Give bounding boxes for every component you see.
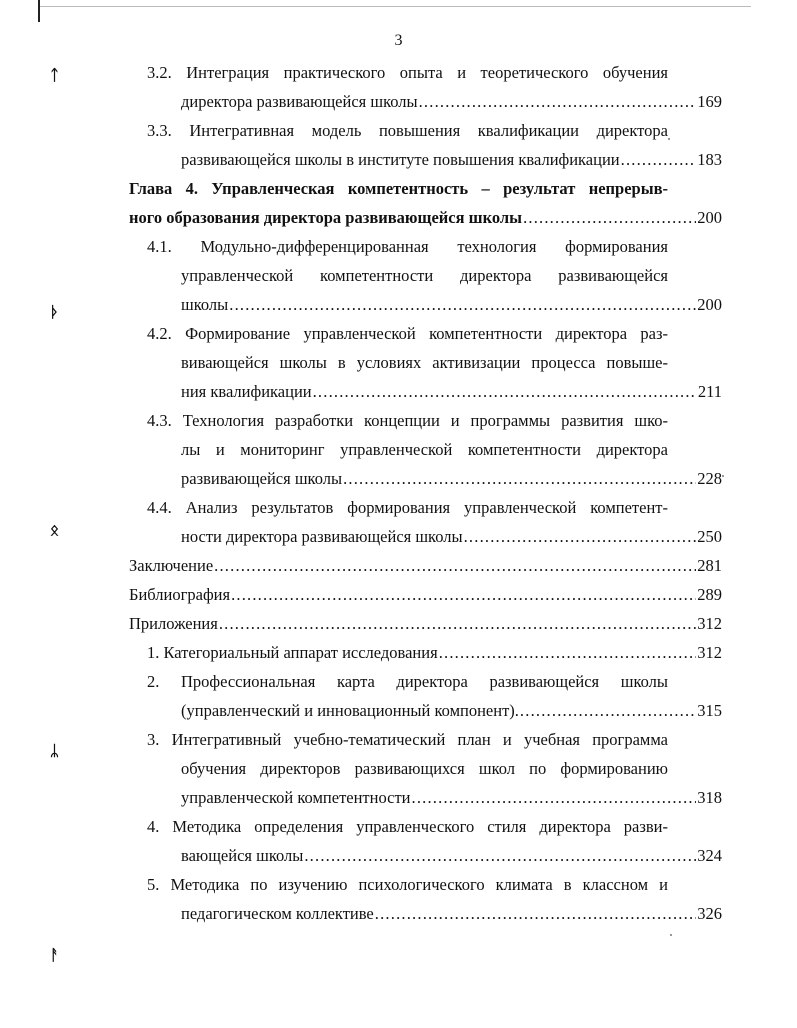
toc-entry-line: управленческой компетентности директора развивающейся xyxy=(181,266,668,285)
dot-leader xyxy=(621,145,697,174)
margin-mark-icon: ᚨ xyxy=(50,948,60,964)
toc-entry-concl xyxy=(129,551,722,580)
page-number: 3 xyxy=(394,32,403,49)
margin-mark-icon: ᛏ xyxy=(50,68,60,84)
scan-speck xyxy=(668,138,670,140)
toc-entry-ch4 xyxy=(129,203,722,232)
dot-leader xyxy=(523,203,696,232)
dot-leader xyxy=(419,87,697,116)
dot-leader xyxy=(412,783,697,812)
toc-entry-biblio xyxy=(129,580,722,609)
toc-page-number: 169 xyxy=(697,92,722,111)
toc-entry-line: 3.3. Интегративная модель повышения квалификации директора xyxy=(147,121,668,140)
margin-mark-icon: ᚦ xyxy=(50,305,60,321)
toc-page-number: 200 xyxy=(697,295,722,314)
toc-entry-title: директора развивающейся школы xyxy=(181,92,418,111)
toc-entry-a4 xyxy=(181,841,722,870)
toc-page-number: 324 xyxy=(697,846,722,865)
toc-entry-line: лы и мониторинг управленческой компетентности директора xyxy=(181,440,668,459)
toc-entry-title: Библиография xyxy=(129,585,231,604)
toc-entry-4-3 xyxy=(181,464,722,493)
toc-entry-line: 4. Методика определения управленческого стиля директора разви- xyxy=(147,817,668,836)
toc-entry-3-2 xyxy=(181,87,722,116)
dot-leader xyxy=(375,899,696,928)
toc-page-number: 318 xyxy=(697,788,722,807)
toc-entry-3-3 xyxy=(181,145,722,174)
toc-entry-line: Глава 4. Управленческая компетентность – результат непрерыв- xyxy=(129,179,668,198)
toc-entry-line: обучения директоров развивающихся школ по формированию xyxy=(181,759,668,778)
toc-entry-line: вивающейся школы в условиях активизации процесса повыше- xyxy=(181,353,668,372)
toc-entry-title: ния квалификации xyxy=(181,382,312,401)
toc-page-number: 200 xyxy=(697,208,722,227)
toc-entry-line: 3. Интегративный учебно-тематический план и учебная программа xyxy=(147,730,668,749)
toc-entry-title: педагогическом коллективе xyxy=(181,904,374,923)
dot-leader xyxy=(520,696,696,725)
toc-entry-a1 xyxy=(147,638,722,667)
toc-entry-title: 1. Категориальный аппарат исследования xyxy=(147,643,438,662)
toc-entry-a3 xyxy=(181,783,722,812)
toc-entry-4-4 xyxy=(181,522,722,551)
dot-leader xyxy=(464,522,697,551)
dot-leader xyxy=(304,841,696,870)
toc-entry-title: Приложения xyxy=(129,614,218,633)
dot-leader xyxy=(231,580,696,609)
page-top-border xyxy=(38,6,751,7)
toc-entry-title: развивающейся школы в институте повышения квалификации xyxy=(181,150,620,169)
scan-speck xyxy=(670,934,672,936)
dot-leader xyxy=(219,609,696,638)
toc-entry-line: 5. Методика по изучению психологического климата в классном и xyxy=(147,875,668,894)
toc-entry-title: вающейся школы xyxy=(181,846,304,865)
dot-leader xyxy=(439,638,697,667)
toc-entry-line: 4.2. Формирование управленческой компетентности директора раз- xyxy=(147,324,668,343)
toc-page-number: 312 xyxy=(697,614,722,633)
toc-page-number: 326 xyxy=(697,904,722,923)
toc-page-number: 281 xyxy=(697,556,722,575)
toc-entry-line: 4.4. Анализ результатов формирования управленческой компетент- xyxy=(147,498,668,517)
toc-page-number: 312 xyxy=(697,643,722,662)
margin-mark-icon: ᛦ xyxy=(50,744,60,760)
toc-entry-title: ности директора развивающейся школы xyxy=(181,527,463,546)
toc-entry-line: 4.1. Модульно-дифференцированная технология формирования xyxy=(147,237,668,256)
toc-entry-title: развивающейся школы xyxy=(181,469,343,488)
toc-entry-title: ного образования директора развивающейся школы xyxy=(129,208,523,227)
toc-entry-title: управленческой компетентности xyxy=(181,788,411,807)
toc-entry-line: 3.2. Интеграция практического опыта и теоретического обучения xyxy=(147,63,668,82)
toc-entry-4-2 xyxy=(181,377,722,406)
toc-page-number: 250 xyxy=(697,527,722,546)
toc-page-number: 228 xyxy=(697,469,722,488)
toc-page-number: 315 xyxy=(697,701,722,720)
toc-entry-appx xyxy=(129,609,722,638)
toc-entry-a2 xyxy=(181,696,722,725)
toc-page-number: 289 xyxy=(697,585,722,604)
toc-entry-a5 xyxy=(181,899,722,928)
scan-speck xyxy=(722,475,724,477)
toc-page-number: 183 xyxy=(697,150,722,169)
dot-leader xyxy=(229,290,696,319)
page-left-border xyxy=(38,0,40,22)
margin-mark-icon: ᛟ xyxy=(50,523,60,539)
dot-leader xyxy=(313,377,697,406)
toc-entry-line: 2. Профессиональная карта директора развивающейся школы xyxy=(147,672,668,691)
toc-page-number: 211 xyxy=(697,382,722,401)
dot-leader xyxy=(343,464,696,493)
toc-entry-line: 4.3. Технология разработки концепции и программы развития шко- xyxy=(147,411,668,430)
toc-entry-title: Заключение xyxy=(129,556,214,575)
dot-leader xyxy=(214,551,696,580)
toc-entry-4-1 xyxy=(181,290,722,319)
toc-entry-title: школы xyxy=(181,295,229,314)
toc-entry-title: (управленческий и инновационный компонент). xyxy=(181,701,519,720)
